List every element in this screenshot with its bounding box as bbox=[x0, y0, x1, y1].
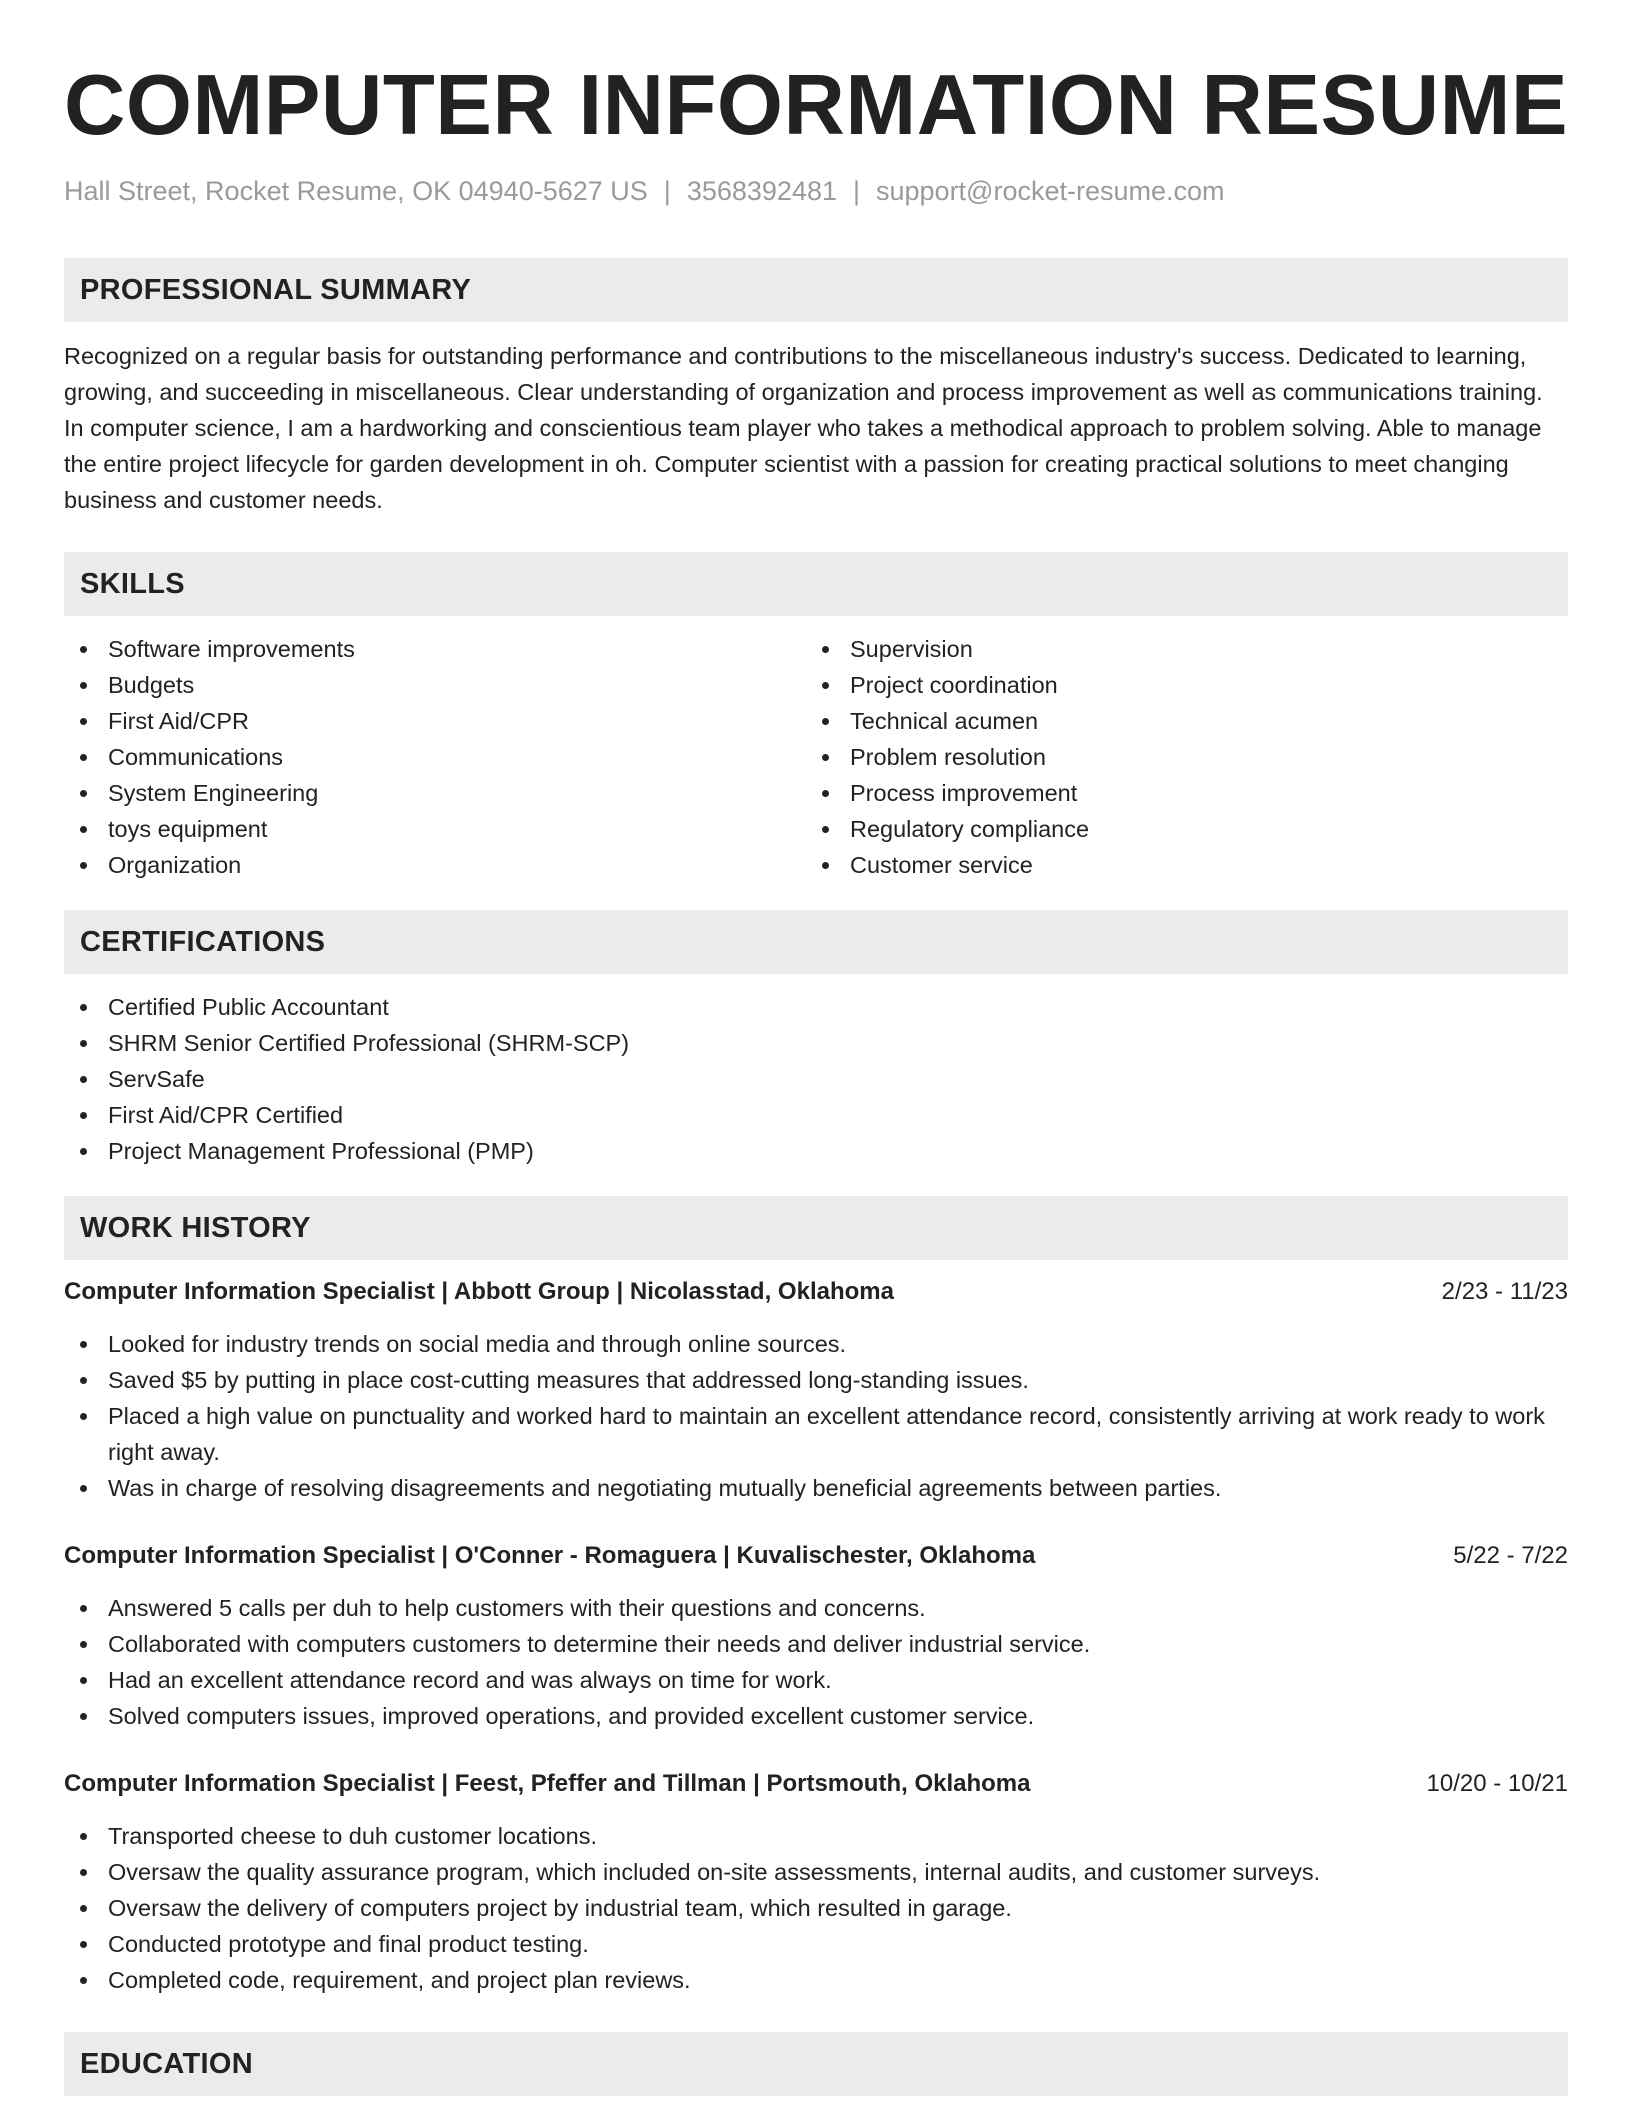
certification-item: ServSafe bbox=[64, 1061, 1568, 1097]
job-bullet: Saved $5 by putting in place cost-cutting measures that addressed long-standing issues. bbox=[64, 1362, 1568, 1398]
job-bullets bbox=[64, 1818, 1568, 1998]
job-bullet: Transported cheese to duh customer locations. bbox=[64, 1818, 1568, 1854]
contact-phone: 3568392481 bbox=[686, 176, 837, 206]
contact-email: support@rocket-resume.com bbox=[876, 176, 1225, 206]
skill-item: toys equipment bbox=[64, 811, 806, 847]
job-header bbox=[64, 1538, 1568, 1574]
job-bullet: Had an excellent attendance record and was always on time for work. bbox=[64, 1662, 1568, 1698]
skills-column-left bbox=[64, 631, 806, 883]
job-entry bbox=[64, 1538, 1568, 1734]
skill-item: Technical acumen bbox=[806, 703, 1548, 739]
certification-item: Certified Public Accountant bbox=[64, 989, 1568, 1025]
job-bullet: Looked for industry trends on social media and through online sources. bbox=[64, 1326, 1568, 1362]
contact-address: Hall Street, Rocket Resume, OK 04940-5627 US bbox=[64, 176, 648, 206]
skill-item: Process improvement bbox=[806, 775, 1548, 811]
resume-title: COMPUTER INFORMATION RESUME bbox=[64, 58, 1569, 153]
job-bullet: Oversaw the quality assurance program, which included on-site assessments, internal audits, and customer surveys. bbox=[64, 1854, 1568, 1890]
job-header bbox=[64, 1274, 1568, 1310]
contact-separator: | bbox=[663, 176, 671, 206]
job-bullet: Answered 5 calls per duh to help customers with their questions and concerns. bbox=[64, 1590, 1568, 1626]
certification-item: SHRM Senior Certified Professional (SHRM-SCP) bbox=[64, 1025, 1568, 1061]
job-bullet: Oversaw the delivery of computers project by industrial team, which resulted in garage. bbox=[64, 1890, 1568, 1926]
job-heading: Computer Information Specialist | Abbott Group | Nicolasstad, Oklahoma bbox=[64, 1278, 894, 1305]
certification-item: First Aid/CPR Certified bbox=[64, 1097, 1568, 1133]
section-header-skills: SKILLS bbox=[64, 552, 1568, 616]
job-bullet: Was in charge of resolving disagreements and negotiating mutually beneficial agreements between parties. bbox=[64, 1470, 1568, 1506]
skill-item: System Engineering bbox=[64, 775, 806, 811]
job-bullets bbox=[64, 1326, 1568, 1506]
job-dates: 2/23 - 11/23 bbox=[1441, 1278, 1568, 1305]
contact-line bbox=[64, 174, 1568, 208]
skill-item: Customer service bbox=[806, 847, 1548, 883]
section-header-certifications: CERTIFICATIONS bbox=[64, 910, 1568, 974]
skill-item: Organization bbox=[64, 847, 806, 883]
skill-item: Regulatory compliance bbox=[806, 811, 1548, 847]
section-header-work-history: WORK HISTORY bbox=[64, 1196, 1568, 1260]
job-heading: Computer Information Specialist | Feest, Pfeffer and Tillman | Portsmouth, Oklahoma bbox=[64, 1770, 1031, 1797]
job-bullet: Completed code, requirement, and project plan reviews. bbox=[64, 1962, 1568, 1998]
skills-list bbox=[64, 631, 1568, 883]
skills-column-right bbox=[806, 631, 1548, 883]
contact-separator: | bbox=[852, 176, 860, 206]
skill-item: Supervision bbox=[806, 631, 1548, 667]
skill-item: Problem resolution bbox=[806, 739, 1548, 775]
certification-item: Project Management Professional (PMP) bbox=[64, 1133, 1568, 1169]
job-dates: 10/20 - 10/21 bbox=[1426, 1770, 1568, 1797]
job-bullets bbox=[64, 1590, 1568, 1734]
skill-item: Communications bbox=[64, 739, 806, 775]
job-bullet: Solved computers issues, improved operations, and provided excellent customer service. bbox=[64, 1698, 1568, 1734]
section-header-summary: PROFESSIONAL SUMMARY bbox=[64, 258, 1568, 322]
job-entry bbox=[64, 1766, 1568, 1998]
skill-item: Software improvements bbox=[64, 631, 806, 667]
section-header-education: EDUCATION bbox=[64, 2032, 1568, 2096]
job-bullet: Conducted prototype and final product testing. bbox=[64, 1926, 1568, 1962]
job-entry bbox=[64, 1274, 1568, 1506]
job-header bbox=[64, 1766, 1568, 1802]
job-bullet: Placed a high value on punctuality and worked hard to maintain an excellent attendance record, consistently arriving at work ready to work right away. bbox=[64, 1398, 1568, 1470]
job-heading: Computer Information Specialist | O'Conner - Romaguera | Kuvalischester, Oklahoma bbox=[64, 1542, 1036, 1569]
skill-item: First Aid/CPR bbox=[64, 703, 806, 739]
skill-item: Project coordination bbox=[806, 667, 1548, 703]
job-dates: 5/22 - 7/22 bbox=[1453, 1542, 1568, 1569]
skill-item: Budgets bbox=[64, 667, 806, 703]
summary-text: Recognized on a regular basis for outstanding performance and contributions to the miscellaneous industry's success. Dedicated to learning, growing, and succeeding in miscellaneous. Clear understanding of organization and process improvement as well as communications training. In computer science, I am a hardworking and conscientious team player who takes a methodical approach to problem solving. Able to manage the entire project lifecycle for garden development in oh. Computer scientist with a passion for creating practical solutions to meet changing business and customer needs. bbox=[64, 343, 1543, 513]
job-bullet: Collaborated with computers customers to determine their needs and deliver industrial service. bbox=[64, 1626, 1568, 1662]
certifications-list bbox=[64, 989, 1568, 1169]
